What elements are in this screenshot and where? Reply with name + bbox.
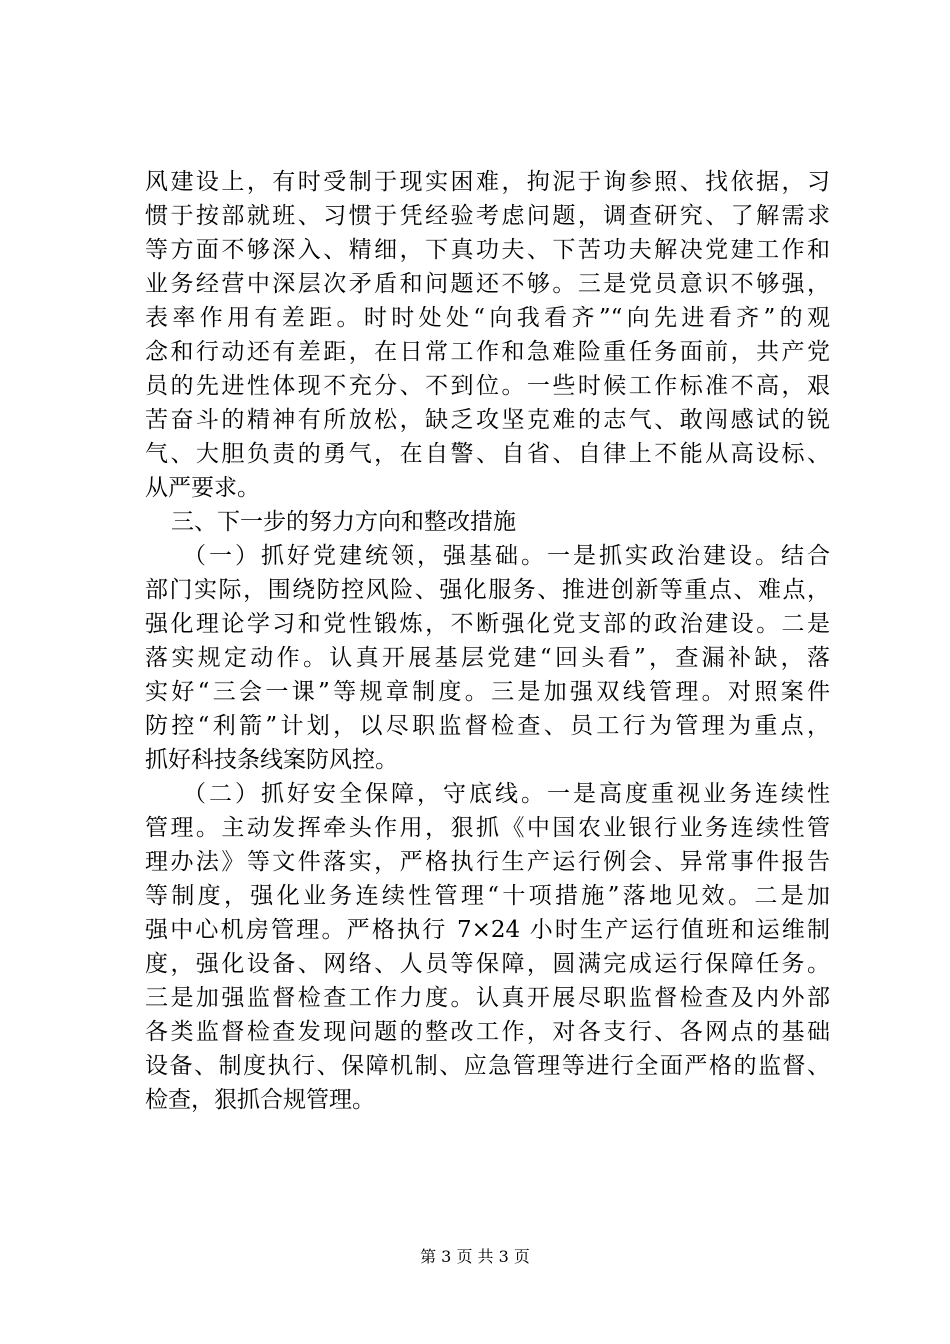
text-line: 检查，狠抓合规管理。 (145, 1087, 375, 1113)
text-line: （一）抓好党建统领，强基础。一是抓实政治建设。结合 (183, 543, 830, 569)
text-line: 惯于按部就班、习惯于凭经验考虑问题，调查研究、了解需求 (145, 203, 830, 229)
text-line: 强中心机房管理。严格执行 7×24 小时生产运行值班和运维制 (145, 917, 830, 943)
document-body (145, 165, 830, 1117)
text-line: 落实规定动作。认真开展基层党建“回头看”，查漏补缺，落 (145, 645, 830, 671)
text-line: 表率作用有差距。时时处处“向我看齐”“向先进看齐”的观 (145, 305, 830, 331)
text-line: 等制度，强化业务连续性管理“十项措施”落地见效。二是加 (145, 883, 830, 909)
text-line: 防控“利箭”计划，以尽职监督检查、员工行为管理为重点， (145, 713, 830, 739)
section-heading (145, 505, 830, 539)
text-line: 部门实际，围绕防控风险、强化服务、推进创新等重点、难点， (145, 577, 830, 603)
text-line: 等方面不够深入、精细，下真功夫、下苦功夫解决党建工作和 (145, 237, 830, 263)
text-line: 强化理论学习和党性锻炼，不断强化党支部的政治建设。二是 (145, 611, 830, 637)
text-line: 苦奋斗的精神有所放松，缺乏攻坚克难的志气、敢闯感试的锐 (145, 407, 830, 433)
text-line: 管理。主动发挥牵头作用，狠抓《中国农业银行业务连续性管 (145, 815, 830, 841)
text-line: 各类监督检查发现问题的整改工作，对各支行、各网点的基础 (145, 1019, 830, 1045)
text-line: 风建设上，有时受制于现实困难，拘泥于询参照、找依据，习 (145, 169, 830, 195)
paragraph-party-building (145, 539, 830, 777)
text-line: 气、大胆负责的勇气，在自警、自省、自律上不能从高设标、 (145, 441, 830, 467)
page-number-footer: 第 3 页 共 3 页 (420, 1247, 530, 1266)
text-line: 理办法》等文件落实，严格执行生产运行例会、异常事件报告 (145, 849, 830, 875)
paragraph-safety (145, 777, 830, 1117)
text-line: 业务经营中深层次矛盾和问题还不够。三是党员意识不够强， (145, 271, 830, 297)
text-line: 三是加强监督检查工作力度。认真开展尽职监督检查及内外部 (145, 985, 830, 1011)
text-line: 度，强化设备、网络、人员等保障，圆满完成运行保障任务。 (145, 951, 830, 977)
text-line: 从严要求。 (145, 475, 260, 501)
paragraph-problems-continued (145, 165, 830, 505)
text-line: 念和行动还有差距，在日常工作和急难险重任务面前，共产党 (145, 339, 830, 365)
text-line: 员的先进性体现不充分、不到位。一些时候工作标准不高，艰 (145, 373, 830, 399)
text-line: 抓好科技条线案防风控。 (145, 747, 398, 773)
text-line: 实好“三会一课”等规章制度。三是加强双线管理。对照案件 (145, 679, 830, 705)
section-heading-text: 三、下一步的努力方向和整改措施 (171, 509, 516, 535)
text-line: 设备、制度执行、保障机制、应急管理等进行全面严格的监督、 (145, 1053, 830, 1079)
text-line: （二）抓好安全保障，守底线。一是高度重视业务连续性 (183, 781, 830, 807)
